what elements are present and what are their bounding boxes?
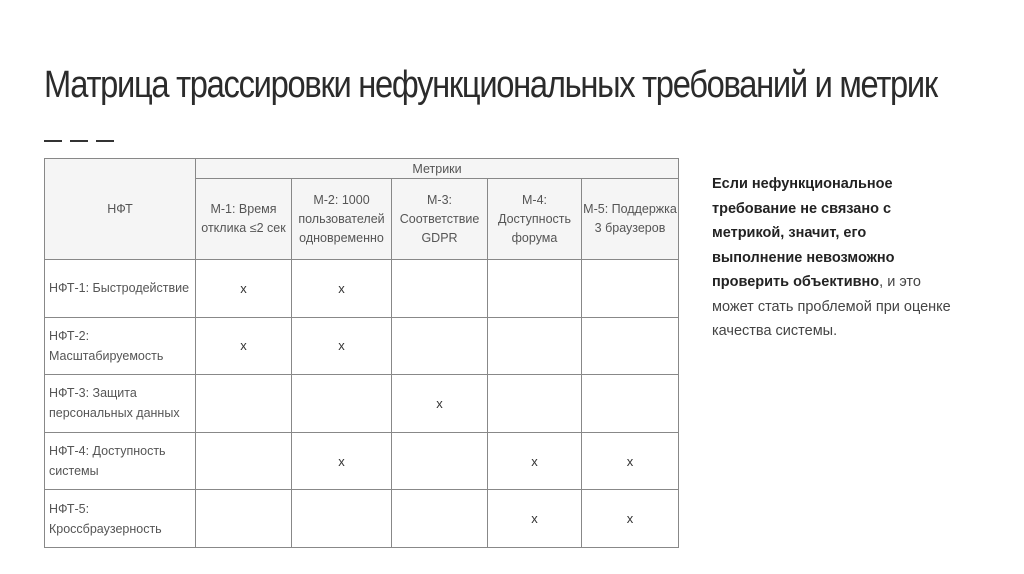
trace-mark: x [582, 432, 679, 490]
trace-mark [488, 375, 582, 433]
requirement-label: НФТ-2: Масштабируемость [45, 317, 196, 375]
corner-header: НФТ [45, 159, 196, 260]
trace-mark: x [292, 317, 392, 375]
explanation-note [712, 172, 952, 344]
title-underline [44, 140, 116, 142]
trace-mark [392, 432, 488, 490]
trace-mark: x [488, 490, 582, 548]
trace-mark [196, 490, 292, 548]
trace-mark: x [488, 432, 582, 490]
trace-mark: x [582, 490, 679, 548]
trace-mark [196, 375, 292, 433]
trace-mark: x [292, 260, 392, 318]
trace-mark [582, 260, 679, 318]
trace-mark [392, 260, 488, 318]
table-row [45, 317, 679, 375]
table-row [45, 260, 679, 318]
trace-mark [392, 317, 488, 375]
trace-mark [488, 317, 582, 375]
table-row [45, 432, 679, 490]
requirement-label: НФТ-5: Кроссбраузерность [45, 490, 196, 548]
trace-mark: x [196, 260, 292, 318]
table-row [45, 375, 679, 433]
metric-header: М-3: Соответствие GDPR [392, 179, 488, 260]
trace-mark: x [292, 432, 392, 490]
trace-mark [292, 490, 392, 548]
trace-mark [292, 375, 392, 433]
trace-mark [392, 490, 488, 548]
trace-mark: x [392, 375, 488, 433]
note-emphasis: Если нефункциональное требование не связано с метрикой, значит, его выполнение невозможно проверить объективно [712, 176, 895, 290]
trace-mark [582, 317, 679, 375]
traceability-matrix [44, 158, 679, 548]
requirement-label: НФТ-4: Доступность системы [45, 432, 196, 490]
metric-header: М-5: Поддержка 3 браузеров [582, 179, 679, 260]
note-text: , и это может стать проблемой при оценке качества системы. [712, 274, 951, 339]
trace-mark [582, 375, 679, 433]
page-title: Матрица трассировки нефункциональных требований и метрик [44, 64, 937, 106]
metrics-group-header: Метрики [196, 159, 679, 179]
requirement-label: НФТ-3: Защита персональных данных [45, 375, 196, 433]
metric-header: М-1: Время отклика ≤2 сек [196, 179, 292, 260]
trace-mark [196, 432, 292, 490]
metric-header: М-4: Доступность форума [488, 179, 582, 260]
requirement-label: НФТ-1: Быстродействие [45, 260, 196, 318]
trace-mark [488, 260, 582, 318]
metric-header: М-2: 1000 пользователей одновременно [292, 179, 392, 260]
table-row [45, 490, 679, 548]
trace-mark: x [196, 317, 292, 375]
